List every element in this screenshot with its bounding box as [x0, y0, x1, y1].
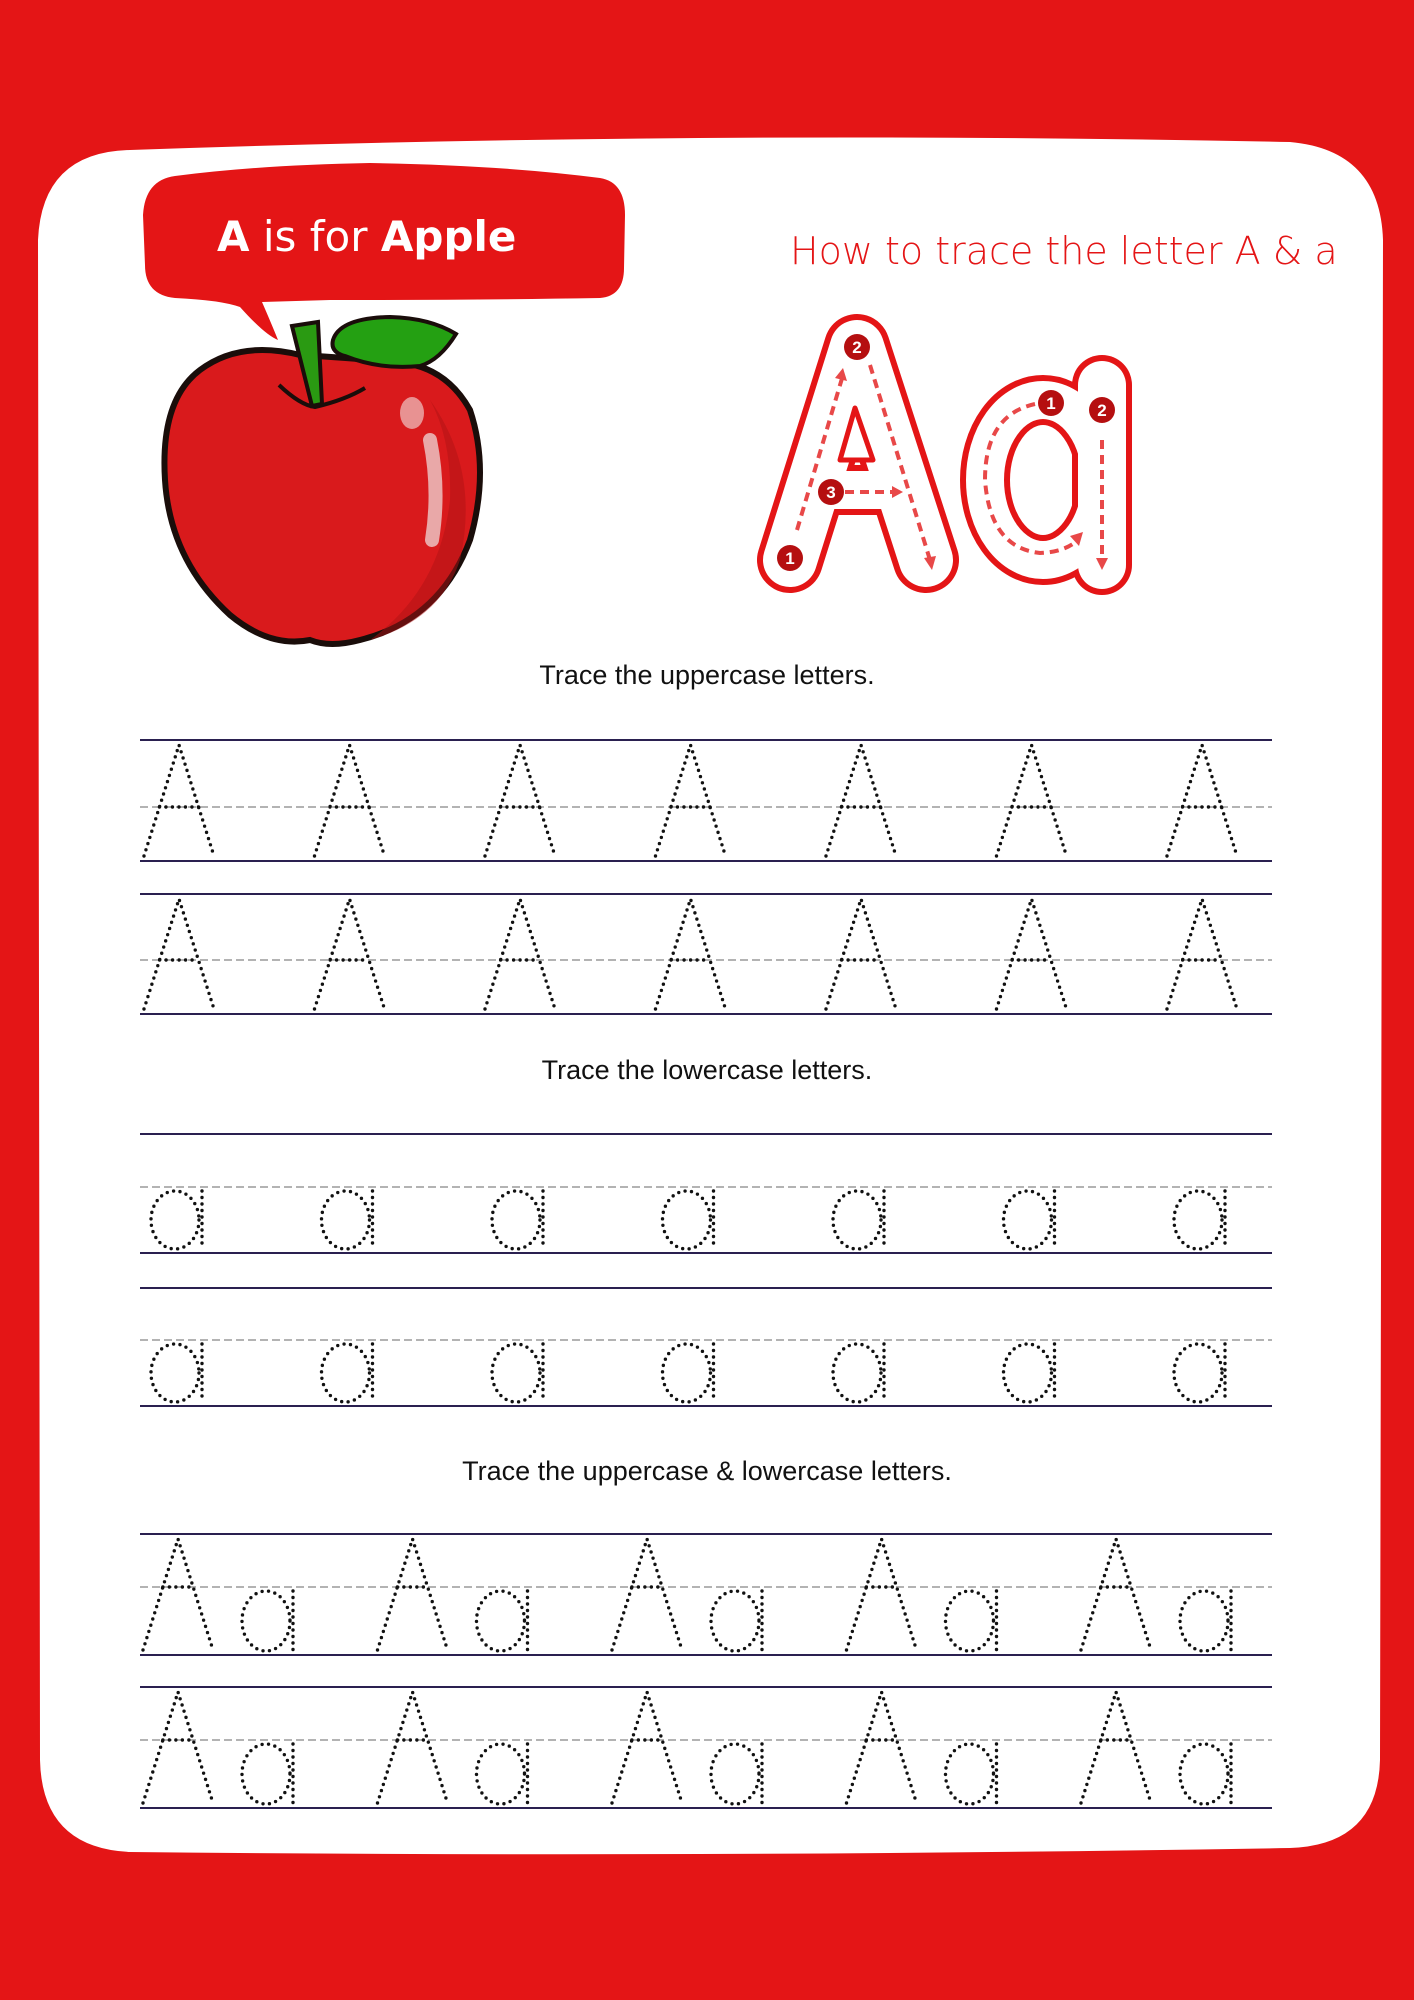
bubble-letter: A	[217, 212, 250, 261]
bubble-word: Apple	[380, 212, 517, 261]
section-heading-lowercase: Trace the lowercase letters.	[541, 1055, 873, 1085]
lowercase-step-number: 2	[1097, 401, 1107, 420]
uppercase-step-number: 2	[852, 338, 862, 357]
section-heading-mixed: Trace the uppercase & lowercase letters.	[462, 1456, 952, 1486]
how-to-title: How to trace the letter A & a	[790, 229, 1338, 273]
bubble-middle: is for	[249, 212, 381, 261]
uppercase-step-number: 3	[826, 483, 836, 502]
lowercase-step-number: 1	[1046, 394, 1056, 413]
section-heading-uppercase: Trace the uppercase letters.	[539, 660, 875, 690]
uppercase-step-number: 1	[785, 549, 795, 568]
bubble-text	[217, 212, 516, 261]
